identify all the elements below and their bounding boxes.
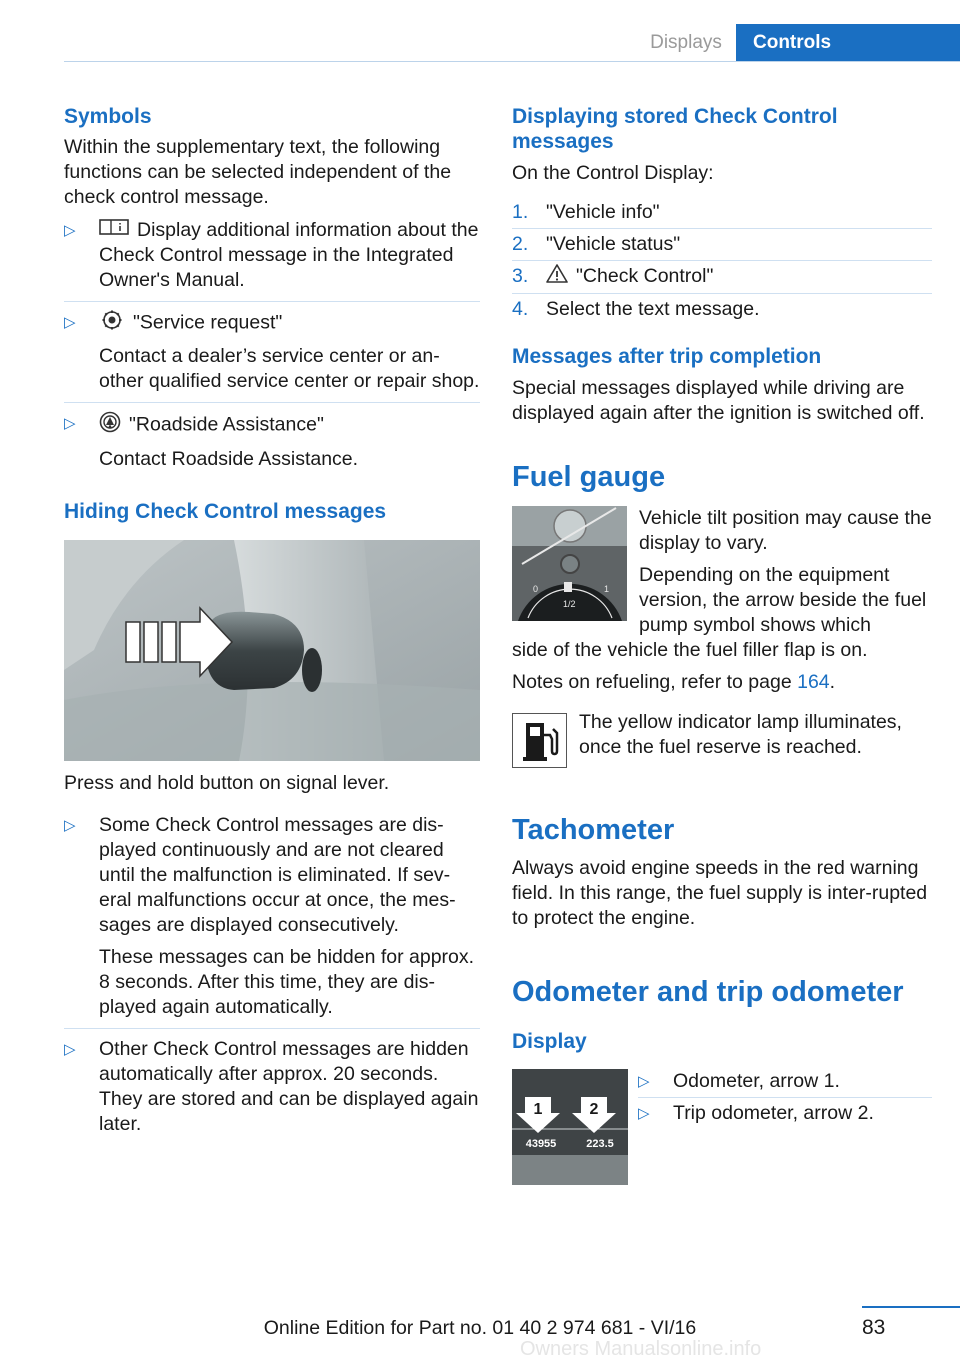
page-number: 83 (862, 1316, 886, 1339)
watermark: Owners Manualsonline.info (520, 1338, 762, 1360)
step-number: 3. (512, 265, 529, 287)
step-text: "Check Control" (576, 265, 714, 288)
hiding-item (64, 813, 480, 1020)
symbol-item-note: Contact a dealer’s service center or an-other qualified service center or repair shop. (99, 345, 480, 393)
hiding-item-note: These messages can be hidden for approx. 8 seconds. After this time, they are dis-played again automatically. (99, 946, 475, 1019)
right-column (512, 104, 932, 1185)
roadside-assistance-icon (99, 411, 121, 440)
separator (64, 301, 480, 302)
warning-triangle-icon (546, 264, 568, 290)
step-item (512, 200, 932, 225)
signal-lever-photo (64, 540, 480, 761)
step-number: 1. (512, 201, 529, 223)
stored-heading: Displaying stored Check Control messages (512, 105, 838, 153)
fuel-p2: Depending on the equipment version, the arrow beside the fuel pump symbol shows which (639, 564, 927, 636)
odo-arrow-label-1: 1 (533, 1101, 543, 1118)
step-number: 4. (512, 298, 529, 320)
separator (512, 228, 932, 229)
odo-item-text: Odometer, arrow 1. (673, 1070, 840, 1092)
hiding-item-text: Some Check Control messages are dis-played continuously and are not cleared until the malfunction is eliminated. If sev-eral malfunctions occur at once, the mes-sages are displayed consecutively. (99, 814, 456, 937)
separator (512, 260, 932, 261)
gauge-label-one: 1 (604, 584, 610, 594)
symbol-item-text: "Roadside Assistance" (129, 414, 324, 436)
fuel-section (512, 506, 932, 663)
bullet-triangle-icon: ▷ (64, 222, 76, 239)
bullet-triangle-icon: ▷ (638, 1105, 650, 1122)
fuel-lamp-icon (512, 713, 567, 768)
symbol-item-service (64, 310, 480, 394)
trip-odometer-value: 223.5 (586, 1138, 614, 1150)
book-icon (99, 218, 129, 243)
separator (512, 293, 932, 294)
symbol-item-text: Display additional information about the Check Control message in the Integrated Owner's Manual. (99, 219, 479, 292)
display-heading: Display (512, 1030, 587, 1053)
gauge-label-zero: 0 (533, 584, 539, 594)
bullet-triangle-icon: ▷ (64, 314, 76, 332)
symbol-item-manual (64, 218, 480, 293)
symbols-intro: Within the supplementary text, the following functions can be selected independent of the check control message. (64, 136, 452, 208)
left-column (64, 104, 480, 1137)
fuel-p1: Vehicle tilt position may cause the display to vary. (639, 507, 932, 554)
footer-rule (862, 1306, 960, 1308)
odo-item (638, 1069, 932, 1094)
steps-list (512, 200, 932, 322)
odo-arrow-label-2: 2 (589, 1101, 599, 1118)
refuel-note (512, 670, 932, 695)
indicator-lamp-section (512, 710, 932, 768)
step-item (512, 264, 932, 290)
separator (64, 402, 480, 403)
odometer-image (512, 1069, 628, 1185)
hiding-item (64, 1037, 480, 1137)
odo-heading: Odometer and trip odometer (512, 976, 904, 1008)
refuel-text: Notes on refueling, refer to page (512, 671, 792, 693)
tab-controls[interactable]: Controls (736, 24, 960, 62)
tacho-text: Always avoid engine speeds in the red warning field. In this range, the fuel supply is inter-rupted to protect the engine. (512, 857, 928, 929)
fuel-heading: Fuel gauge (512, 461, 666, 493)
step-text: "Vehicle status" (546, 233, 681, 255)
odometer-section (512, 1069, 932, 1185)
odo-item (638, 1101, 932, 1126)
hiding-heading: Hiding Check Control messages (64, 500, 387, 524)
gauge-label-half: 1/2 (563, 599, 576, 609)
symbol-item-text: "Service request" (133, 312, 283, 334)
bullet-triangle-icon: ▷ (638, 1073, 650, 1090)
separator (638, 1097, 932, 1098)
symbols-heading: Symbols (64, 105, 152, 128)
header-tabs (636, 24, 960, 62)
refuel-period: . (829, 671, 836, 693)
bullet-triangle-icon: ▷ (64, 415, 76, 433)
tab-displays[interactable]: Displays (650, 32, 722, 53)
step-text: "Vehicle info" (546, 201, 660, 223)
symbol-item-roadside (64, 411, 480, 472)
tacho-heading: Tachometer (512, 814, 675, 846)
odometer-value: 43955 (525, 1138, 557, 1150)
edition-footer: Online Edition for Part no. 01 40 2 974 681 - VI/16 (263, 1317, 697, 1339)
separator (64, 1028, 480, 1029)
hiding-item-text: Other Check Control messages are hidden automatically after approx. 20 seconds. They are stored and can be displayed again later. (99, 1038, 479, 1136)
lamp-text: The yellow indicator lamp illuminates, once the fuel reserve is reached. (579, 711, 902, 758)
bullet-triangle-icon: ▷ (64, 1041, 76, 1059)
trip-heading: Messages after trip completion (512, 345, 822, 368)
step-item (512, 232, 932, 257)
step-text: Select the text message. (546, 298, 760, 320)
odo-item-text: Trip odometer, arrow 2. (673, 1102, 874, 1124)
photo-caption: Press and hold button on signal lever. (64, 772, 390, 795)
bullet-triangle-icon: ▷ (64, 817, 76, 835)
odometer-list (638, 1069, 932, 1126)
fuel-p2-continued: side of the vehicle the fuel filler flap is on. (512, 639, 868, 661)
step-item (512, 297, 932, 322)
symbol-item-note: Contact Roadside Assistance. (99, 448, 359, 471)
trip-text: Special messages displayed while driving are displayed again after the ignition is switched off. (512, 377, 925, 424)
refuel-page-link[interactable]: 164 (797, 671, 830, 693)
header-rule (64, 61, 960, 62)
step-number: 2. (512, 233, 529, 255)
bmw-service-icon (99, 310, 125, 337)
stored-intro: On the Control Display: (512, 162, 714, 184)
fuel-gauge-image (512, 506, 627, 621)
